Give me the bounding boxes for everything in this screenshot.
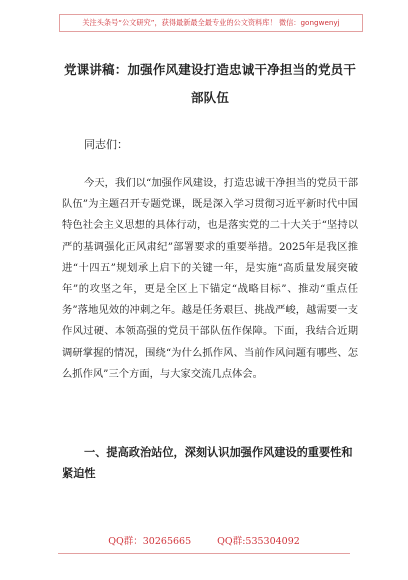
section-heading: 一、提高政治站位，深刻认识加强作风建设的重要性和紧迫性 [62, 445, 353, 480]
greeting: 同志们： [84, 138, 128, 151]
footer [0, 535, 408, 549]
footer-qq-group-1: QQ群：30265665 [108, 536, 192, 547]
footer-qq-group-2: QQ群:535304092 [217, 536, 300, 547]
body-paragraph: 今天，我们以“加强作风建设，打造忠诚干净担当的党员干部队伍”为主题召开专题党课，既是深入学习贯彻习近平新时代中国特色社会主义思想的具体行动，也是落实党的二十大关于“坚持以严的基调强化正风肃纪”部署要求的重要举措。2025年是我区推进“十四五”规划承上启下的关键一年，是实施“高质量发展突破年”的攻坚之年，更是全区上下锚定“战略目标”、推动“重点任务”落地见效的冲刺之年。越是任务艰巨、挑战严峻，越需要一支作风过硬、本领高强的党员干部队伍作保障。下面，我结合近期调研掌握的情况，围绕“为什么抓作风、当前作风问题有哪些、怎么抓作风”三个方面，与大家交流几点体会。 [62, 177, 358, 380]
footer-divider [58, 553, 350, 554]
promo-banner: 关注头条号“公文研究”，获得最新最全最专业的公文资料库！ 微信：gongwenyj [59, 14, 363, 32]
document-title: 党课讲稿：加强作风建设打造忠诚干净担当的党员干部队伍 [63, 62, 357, 105]
